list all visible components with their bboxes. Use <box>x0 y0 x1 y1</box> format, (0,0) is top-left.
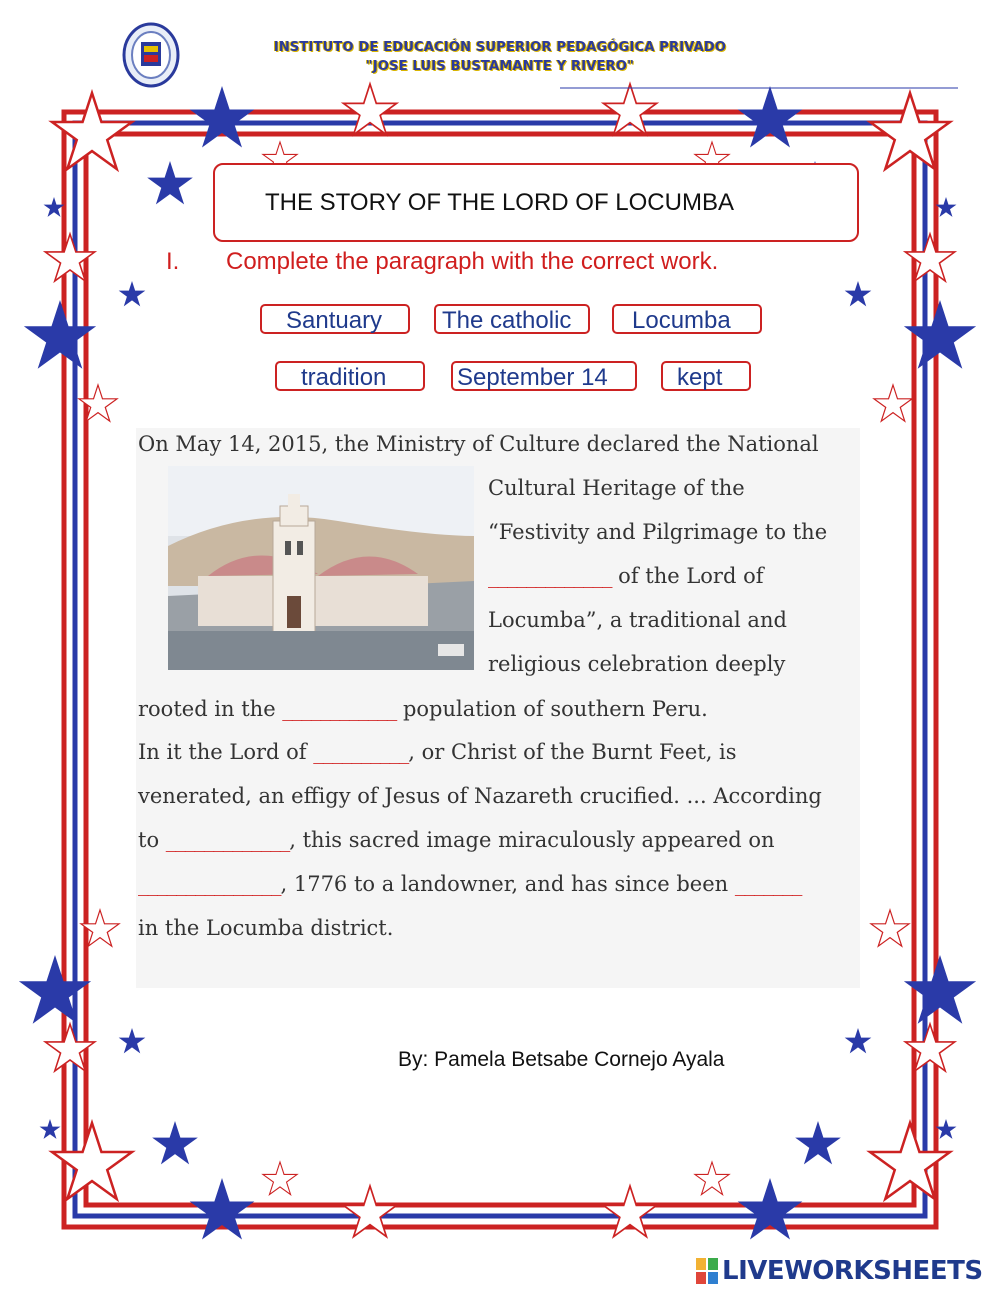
liveworksheets-logo <box>696 1254 983 1288</box>
passage-line: “Festivity and Pilgrimage to the <box>488 520 828 544</box>
word-chip-tradition[interactable]: tradition <box>275 361 425 391</box>
brand-name: LIVEWORKSHEETS <box>722 1256 983 1286</box>
blank-3[interactable]: __________ <box>313 740 409 764</box>
passage-line: religious celebration deeply <box>488 652 786 676</box>
passage-line: On May 14, 2015, the Ministry of Culture declared the National <box>138 432 819 456</box>
page-title: THE STORY OF THE LORD OF LOCUMBA <box>265 189 734 216</box>
word-chip-locumba[interactable]: Locumba <box>612 304 762 334</box>
word-chip-santuary[interactable]: Santuary <box>260 304 410 334</box>
word-chip-september-14[interactable]: September 14 <box>451 361 637 391</box>
institute-header <box>215 38 785 76</box>
passage-line: to _____________, this sacred image miraculously appeared on <box>138 828 775 852</box>
passage-line: _______________, 1776 to a landowner, and has since been _______ <box>138 872 802 896</box>
institute-name: INSTITUTO DE EDUCACIÓN SUPERIOR PEDAGÓGICA PRIVADO <box>273 40 727 55</box>
blank-6[interactable]: _______ <box>734 872 802 896</box>
church-photo <box>168 466 474 670</box>
blank-2[interactable]: ____________ <box>282 697 397 721</box>
passage-line: in the Locumba district. <box>138 916 394 940</box>
blank-1[interactable]: _____________ <box>488 564 612 588</box>
instruction-number: I. <box>166 248 180 275</box>
passage-line: Locumba”, a traditional and <box>488 608 787 632</box>
passage-line: In it the Lord of __________, or Christ of the Burnt Feet, is <box>138 740 737 764</box>
word-chip-kept[interactable]: kept <box>661 361 751 391</box>
liveworksheets-logo-icon <box>696 1258 718 1284</box>
title-box <box>213 163 859 242</box>
passage-line: Cultural Heritage of the <box>488 476 745 500</box>
passage-line: venerated, an effigy of Jesus of Nazareth crucified. ... According <box>138 784 822 808</box>
blank-4[interactable]: _____________ <box>165 828 290 852</box>
author-credit: By: Pamela Betsabe Cornejo Ayala <box>398 1048 725 1071</box>
institute-crest-icon <box>122 22 180 88</box>
institute-subname: "JOSE LUIS BUSTAMANTE Y RIVERO" <box>365 59 635 74</box>
instruction-text: Complete the paragraph with the correct work. <box>226 248 719 275</box>
instruction <box>166 248 718 276</box>
blank-5[interactable]: _______________ <box>138 872 281 896</box>
word-chip-the-catholic[interactable]: The catholic <box>434 304 590 334</box>
passage-line: rooted in the ____________ population of southern Peru. <box>138 697 708 721</box>
passage-line: _____________ of the Lord of <box>488 564 764 588</box>
